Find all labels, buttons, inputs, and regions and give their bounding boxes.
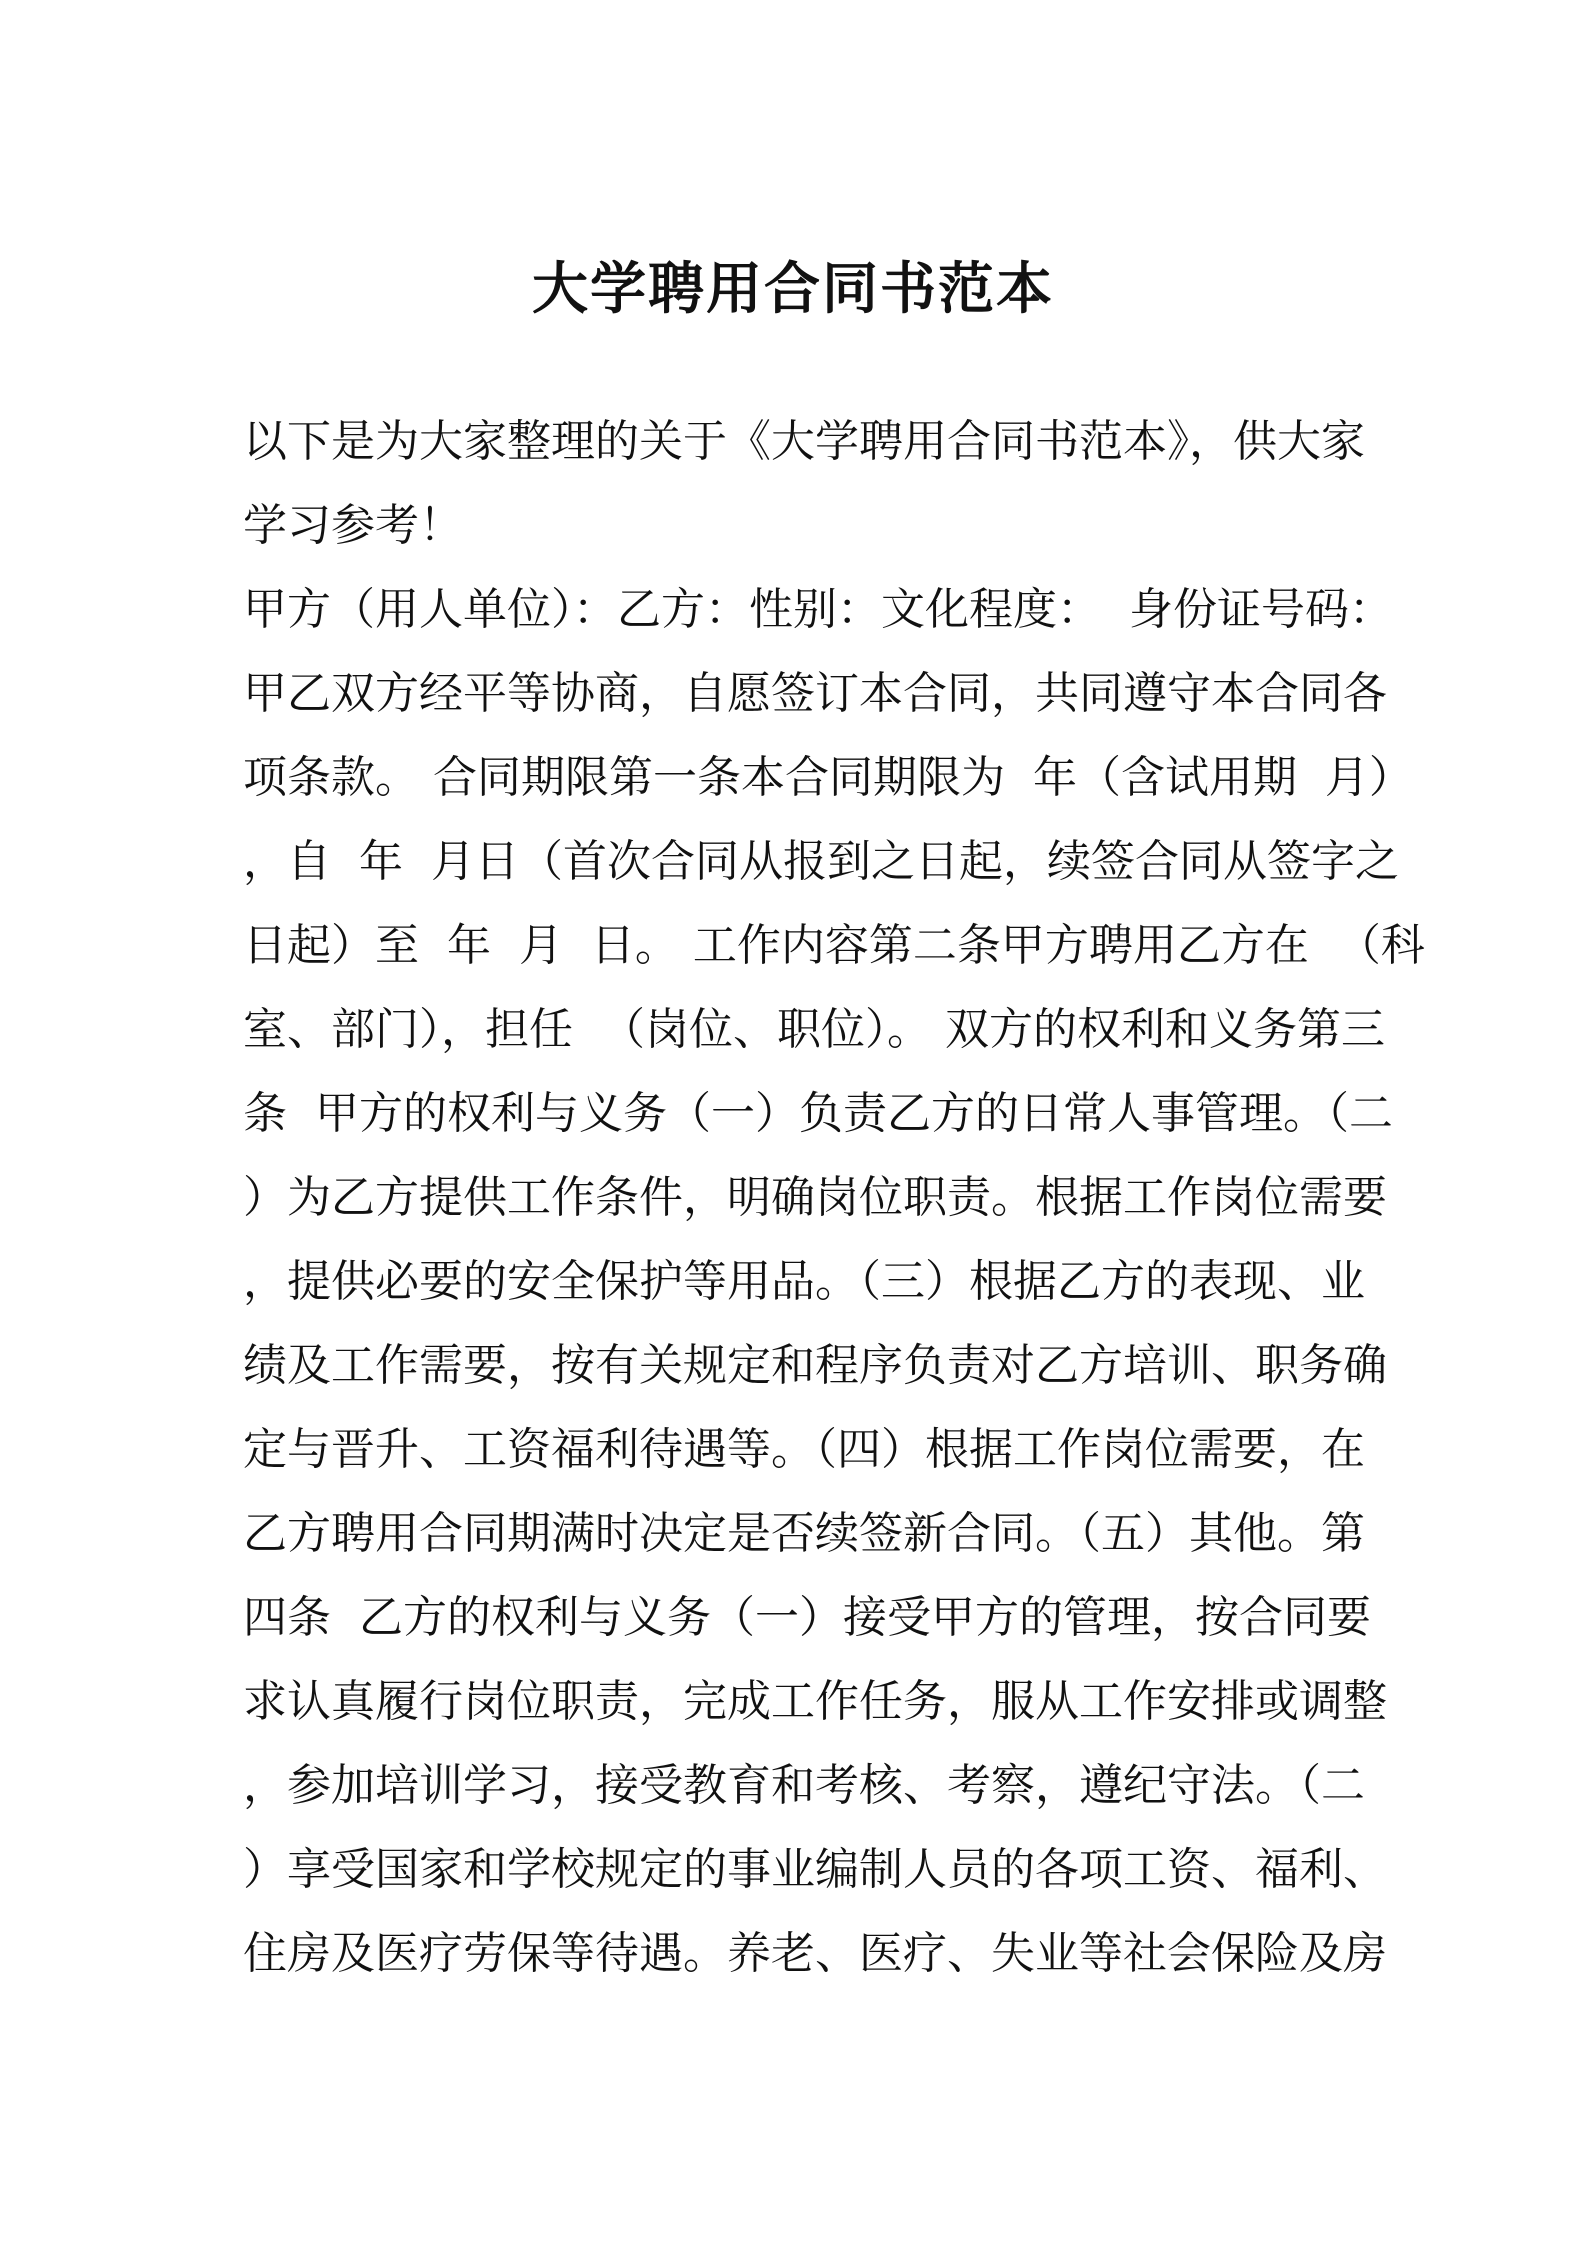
body-line: ，提供必要的安全保护等用品。（三）根据乙方的表现、业 xyxy=(243,1256,1365,1307)
body-line: 甲方（用人单位）：乙方：性别：文化程度： 身份证号码： xyxy=(243,584,1393,635)
body-line: ，自 年 月日（首次合同从报到之日起，续签合同从签字之 xyxy=(243,836,1399,887)
body-line: 甲乙双方经平等协商，自愿签订本合同，共同遵守本合同各 xyxy=(243,668,1387,719)
body-line: 条 甲方的权利与义务（一）负责乙方的日常人事管理。（二 xyxy=(243,1088,1393,1139)
body-line: 乙方聘用合同期满时决定是否续签新合同。（五）其他。第 xyxy=(243,1508,1365,1559)
body-line: 日起）至 年 月 日。 工作内容第二条甲方聘用乙方在 （科 xyxy=(243,920,1425,971)
body-line: ）享受国家和学校规定的事业编制人员的各项工资、福利、 xyxy=(243,1844,1387,1895)
body-line: 以下是为大家整理的关于《大学聘用合同书范本》，供大家 xyxy=(243,416,1365,467)
body-line: 项条款。 合同期限第一条本合同期限为 年（含试用期 月） xyxy=(243,752,1413,803)
body-line: 绩及工作需要，按有关规定和程序负责对乙方培训、职务确 xyxy=(243,1340,1387,1391)
body-line: ，参加培训学习，接受教育和考核、考察，遵纪守法。（二 xyxy=(243,1760,1365,1811)
body-line: ）为乙方提供工作条件，明确岗位职责。根据工作岗位需要 xyxy=(243,1172,1387,1223)
document-title: 大学聘用合同书范本 xyxy=(532,257,1054,322)
body-line: 四条 乙方的权利与义务（一）接受甲方的管理，按合同要 xyxy=(243,1592,1371,1643)
body-line: 住房及医疗劳保等待遇。养老、医疗、失业等社会保险及房 xyxy=(243,1928,1387,1979)
body-line: 求认真履行岗位职责，完成工作任务，服从工作安排或调整 xyxy=(243,1676,1387,1727)
document-body xyxy=(243,400,1425,1996)
body-line: 定与晋升、工资福利待遇等。（四）根据工作岗位需要，在 xyxy=(243,1424,1365,1475)
body-line: 学习参考！ xyxy=(243,500,463,551)
body-line: 室、部门），担任 （岗位、职位）。 双方的权利和义务第三 xyxy=(243,1004,1385,1055)
